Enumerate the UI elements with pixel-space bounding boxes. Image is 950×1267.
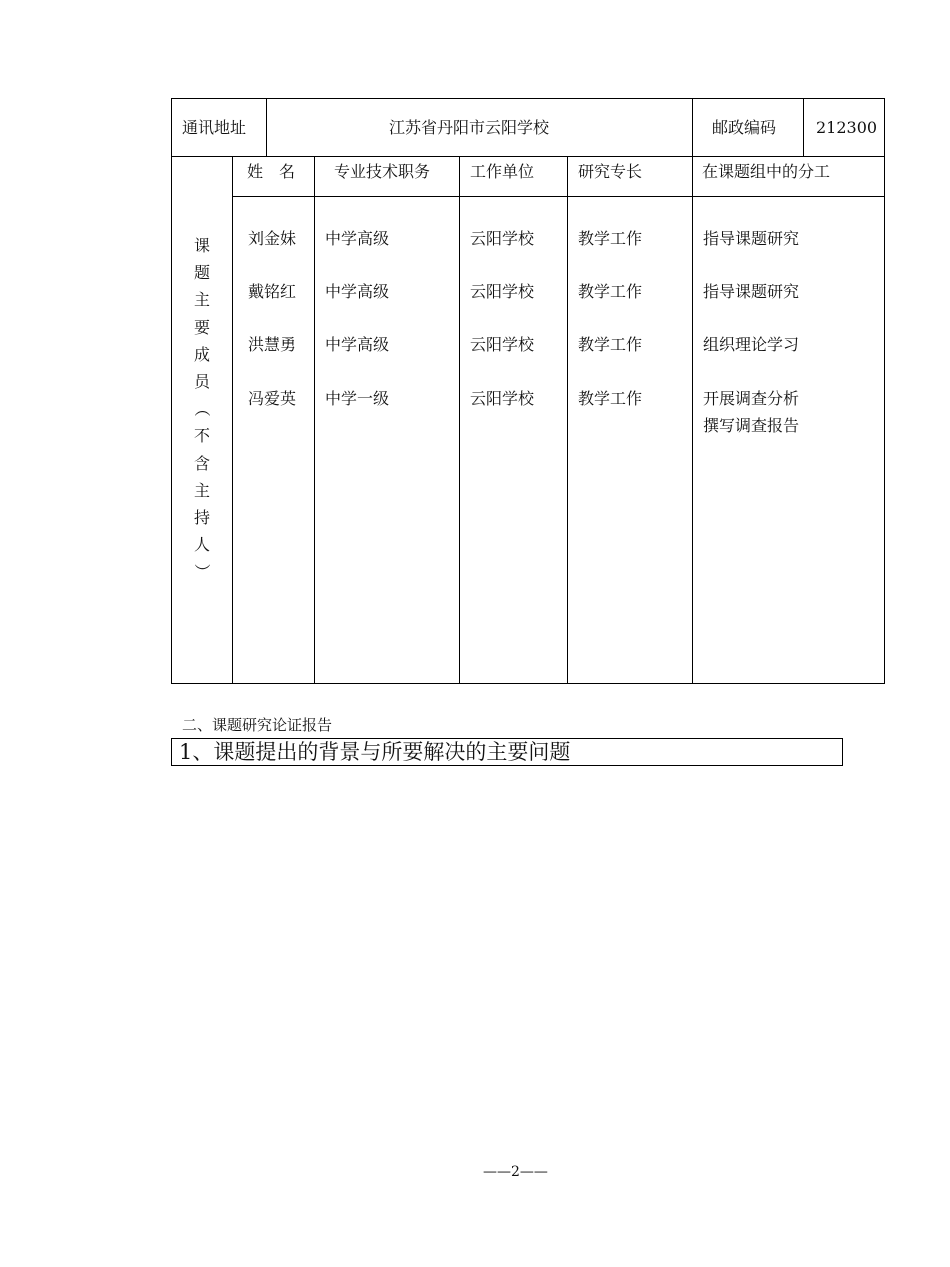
member-title: 中学高级 — [325, 229, 390, 248]
postal-code-value: 212300 — [816, 118, 878, 137]
member-title: 中学高级 — [325, 335, 390, 354]
side-label-char: 成 — [193, 344, 210, 364]
member-specialty: 教学工作 — [578, 282, 643, 301]
member-role: 指导课题研究 — [703, 282, 800, 301]
section-heading: 1、课题提出的背景与所要解决的主要问题 — [179, 740, 571, 764]
member-name: 刘金妹 — [248, 229, 297, 248]
member-specialty: 教学工作 — [578, 229, 643, 248]
member-role: 开展调查分析 — [703, 389, 800, 408]
section-heading-box — [171, 738, 843, 766]
table-border-bottom — [171, 683, 885, 684]
side-label-char: 要 — [193, 317, 210, 337]
divider — [171, 156, 885, 157]
header-name: 姓 名 — [247, 162, 296, 181]
divider — [567, 156, 568, 684]
member-specialty: 教学工作 — [578, 389, 643, 408]
side-label-char: 员 — [193, 372, 210, 392]
side-label-char: 含 — [193, 453, 210, 473]
table-border-right — [884, 98, 885, 684]
table-border-left — [171, 98, 172, 684]
divider — [803, 98, 804, 156]
member-title: 中学一级 — [325, 389, 390, 408]
address-value: 江苏省丹阳市云阳学校 — [389, 118, 550, 137]
header-role: 在课题组中的分工 — [702, 162, 831, 181]
side-label-char: （ — [192, 400, 212, 417]
members-side-label — [187, 232, 217, 586]
address-label: 通讯地址 — [182, 118, 247, 137]
member-name: 洪慧勇 — [248, 335, 297, 354]
side-label-char: ） — [192, 564, 212, 581]
side-label-char: 持 — [193, 508, 210, 528]
member-name: 冯爱英 — [248, 389, 297, 408]
header-title: 专业技术职务 — [334, 162, 431, 181]
section-title: 二、课题研究论证报告 — [182, 716, 333, 734]
side-label-char: 不 — [193, 426, 210, 446]
side-label-char: 题 — [193, 263, 210, 283]
divider — [232, 196, 885, 197]
member-title: 中学高级 — [325, 282, 390, 301]
member-unit: 云阳学校 — [470, 389, 535, 408]
side-label-char: 课 — [193, 236, 210, 255]
divider — [692, 98, 693, 156]
member-unit: 云阳学校 — [470, 229, 535, 248]
member-specialty: 教学工作 — [578, 335, 643, 354]
side-label-char: 人 — [193, 535, 210, 555]
member-role: 组织理论学习 — [703, 335, 800, 354]
divider — [459, 156, 460, 684]
divider — [232, 156, 233, 684]
member-unit: 云阳学校 — [470, 335, 535, 354]
divider — [692, 156, 693, 684]
member-name: 戴铭红 — [248, 282, 297, 301]
page-number: ——2—— — [483, 1164, 548, 1180]
member-role-line2: 撰写调查报告 — [703, 416, 800, 435]
header-specialty: 研究专长 — [578, 162, 643, 181]
divider — [266, 98, 267, 156]
side-label-char: 主 — [193, 290, 210, 310]
table-border-top — [171, 98, 885, 99]
header-unit: 工作单位 — [470, 162, 535, 181]
postal-code-label: 邮政编码 — [712, 118, 777, 137]
side-label-char: 主 — [193, 480, 210, 500]
member-role: 指导课题研究 — [703, 229, 800, 248]
member-unit: 云阳学校 — [470, 282, 535, 301]
divider — [314, 156, 315, 684]
